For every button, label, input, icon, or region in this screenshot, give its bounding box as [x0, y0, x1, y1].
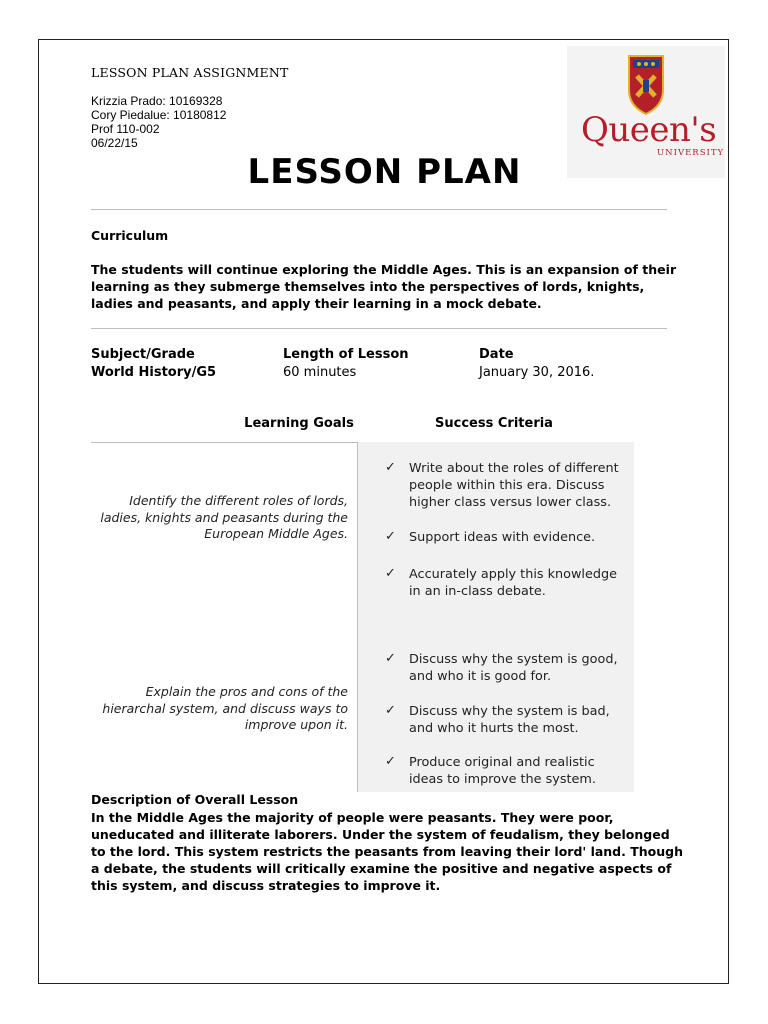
length-value: 60 minutes — [283, 365, 357, 380]
curriculum-line: The students will continue exploring the Middle Ages. This is an expansion of their — [91, 262, 677, 277]
logo-wordmark: Queen's — [581, 110, 717, 150]
divider — [91, 209, 667, 210]
date-value: January 30, 2016. — [479, 365, 595, 380]
description-line: In the Middle Ages the majority of people were peasants. They were poor, — [91, 810, 614, 825]
goal-line: hierarchal system, and discuss ways to — [102, 700, 348, 716]
criterion-line: higher class versus lower class. — [409, 495, 612, 510]
criterion-line: ideas to improve the system. — [409, 772, 596, 787]
description-label: Description of Overall Lesson — [91, 792, 299, 807]
subject-label: Subject/Grade — [91, 347, 195, 362]
date-line: 06/22/15 — [91, 136, 138, 150]
goal-line: improve upon it. — [244, 717, 348, 732]
description-line: this system, and discuss strategies to improve it. — [91, 878, 441, 893]
criterion-line: Discuss why the system is bad, — [409, 704, 610, 719]
criterion-line: and who it hurts the most. — [409, 721, 579, 736]
goal-line: Explain the pros and cons of the — [145, 684, 348, 699]
author-line: Cory Piedalue: 10180812 — [91, 108, 227, 122]
date-label: Date — [479, 347, 514, 362]
checkmark-icon: ✓ — [385, 703, 396, 718]
goal-line: European Middle Ages. — [204, 526, 348, 541]
curriculum-line: ladies and peasants, and apply their learning in a mock debate. — [91, 296, 542, 311]
criterion-line: people within this era. Discuss — [409, 478, 605, 493]
length-label: Length of Lesson — [283, 347, 409, 362]
goal-line: Identify the different roles of lords, — [129, 493, 348, 508]
learning-goal-1 — [91, 493, 348, 543]
description-line: uneducated and illiterate laborers. Under the system of feudalism, they belonged — [91, 827, 670, 842]
curriculum-line: learning as they submerge themselves into the perspectives of lords, knights, — [91, 279, 645, 294]
logo-subtitle: UNIVERSITY — [657, 148, 725, 158]
description-line: to the lord. This system restricts the peasants from leaving their lord' land. Though — [91, 844, 683, 859]
criterion-line: Produce original and realistic — [409, 755, 595, 770]
criterion-line: in an in-class debate. — [409, 584, 546, 599]
criterion-line: and who it is good for. — [409, 669, 552, 684]
page-title: LESSON PLAN — [247, 152, 522, 192]
description-line: a debate, the students will critically examine the positive and negative aspects of — [91, 861, 672, 876]
criterion-line: Write about the roles of different — [409, 461, 619, 476]
subject-value: World History/G5 — [91, 365, 217, 380]
divider — [91, 328, 667, 329]
checkmark-icon: ✓ — [385, 651, 396, 666]
success-criteria-header: Success Criteria — [435, 416, 553, 431]
author-line: Krizzia Prado: 10169328 — [91, 94, 223, 108]
criterion-line: Discuss why the system is good, — [409, 652, 618, 667]
assignment-title: LESSON PLAN ASSIGNMENT — [91, 65, 289, 80]
learning-goals-header: Learning Goals — [244, 416, 354, 431]
course-line: Prof 110-002 — [91, 122, 160, 136]
learning-goal-2 — [91, 684, 348, 734]
curriculum-label: Curriculum — [91, 228, 169, 243]
checkmark-icon: ✓ — [385, 529, 396, 544]
criterion-line: Accurately apply this knowledge — [409, 567, 617, 582]
goal-line: ladies, knights and peasants during the — [100, 509, 348, 525]
criterion-line: Support ideas with evidence. — [409, 530, 596, 545]
checkmark-icon: ✓ — [385, 460, 396, 475]
document-page — [38, 39, 729, 984]
checkmark-icon: ✓ — [385, 754, 396, 769]
checkmark-icon: ✓ — [385, 566, 396, 581]
